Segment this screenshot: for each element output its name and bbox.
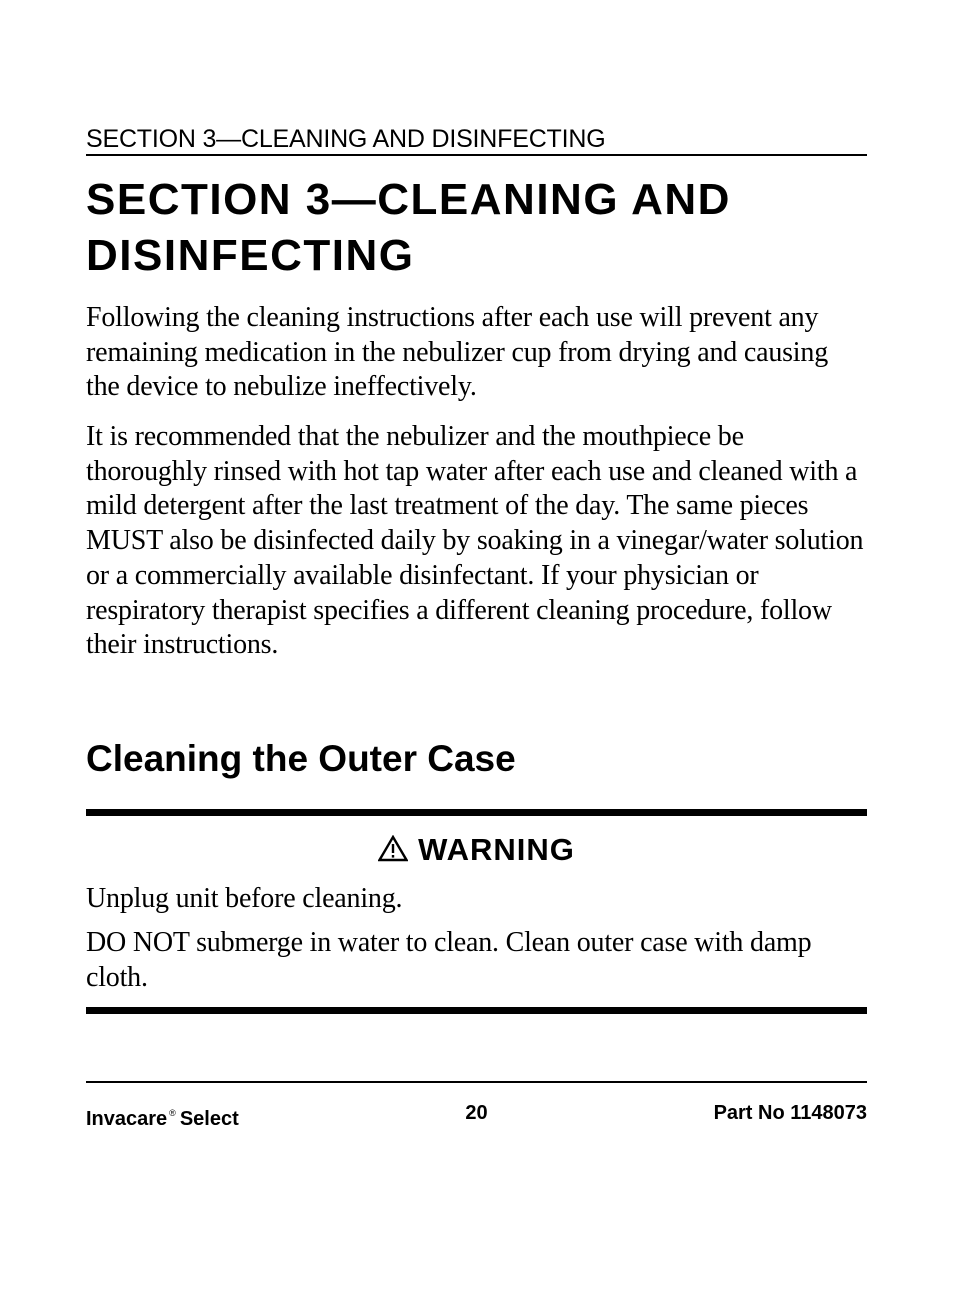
warning-heading [86,831,867,871]
footer-product-name: Select [179,1108,239,1130]
recommendation-paragraph: It is recommended that the nebulizer and the mouthpiece be thoroughly rinsed with hot tap water after each use and cleaned with a mild detergent after the last treatment of the day. The same pieces MUST also be disinfected daily by soaking in a vinegar/water solution or a commercially available disinfectant. If your physician or respiratory therapist specifies a different cleaning procedure, follow their instructions. [86,421,864,661]
document-page [86,0,867,1301]
page-number: 20 [465,1102,488,1124]
warning-box [86,809,867,1014]
running-header: SECTION 3—CLEANING AND DISINFECTING [86,125,606,153]
warning-line-submerge: DO NOT submerge in water to clean. Clean outer case with damp cloth. [86,927,812,993]
running-header-rule [86,154,867,156]
registered-mark: ® [169,1108,176,1118]
section-title-line1: SECTION 3—CLEANING AND [86,175,731,224]
subsection-title: Cleaning the Outer Case [86,738,516,779]
section-title-line2: DISINFECTING [86,231,415,280]
footer-brand: Invacare [86,1108,168,1130]
intro-paragraph: Following the cleaning instructions after each use will prevent any remaining medication in the nebulizer cup from drying and causing the device to nebulize ineffectively. [86,302,828,403]
warning-heading-label: WARNING [418,832,575,867]
warning-line-unplug: Unplug unit before cleaning. [86,883,403,914]
page-footer [86,1099,867,1130]
footer-rule [86,1081,867,1083]
warning-triangle-icon [378,833,408,871]
section-title [86,172,867,284]
part-number: Part No 1148073 [713,1102,867,1124]
